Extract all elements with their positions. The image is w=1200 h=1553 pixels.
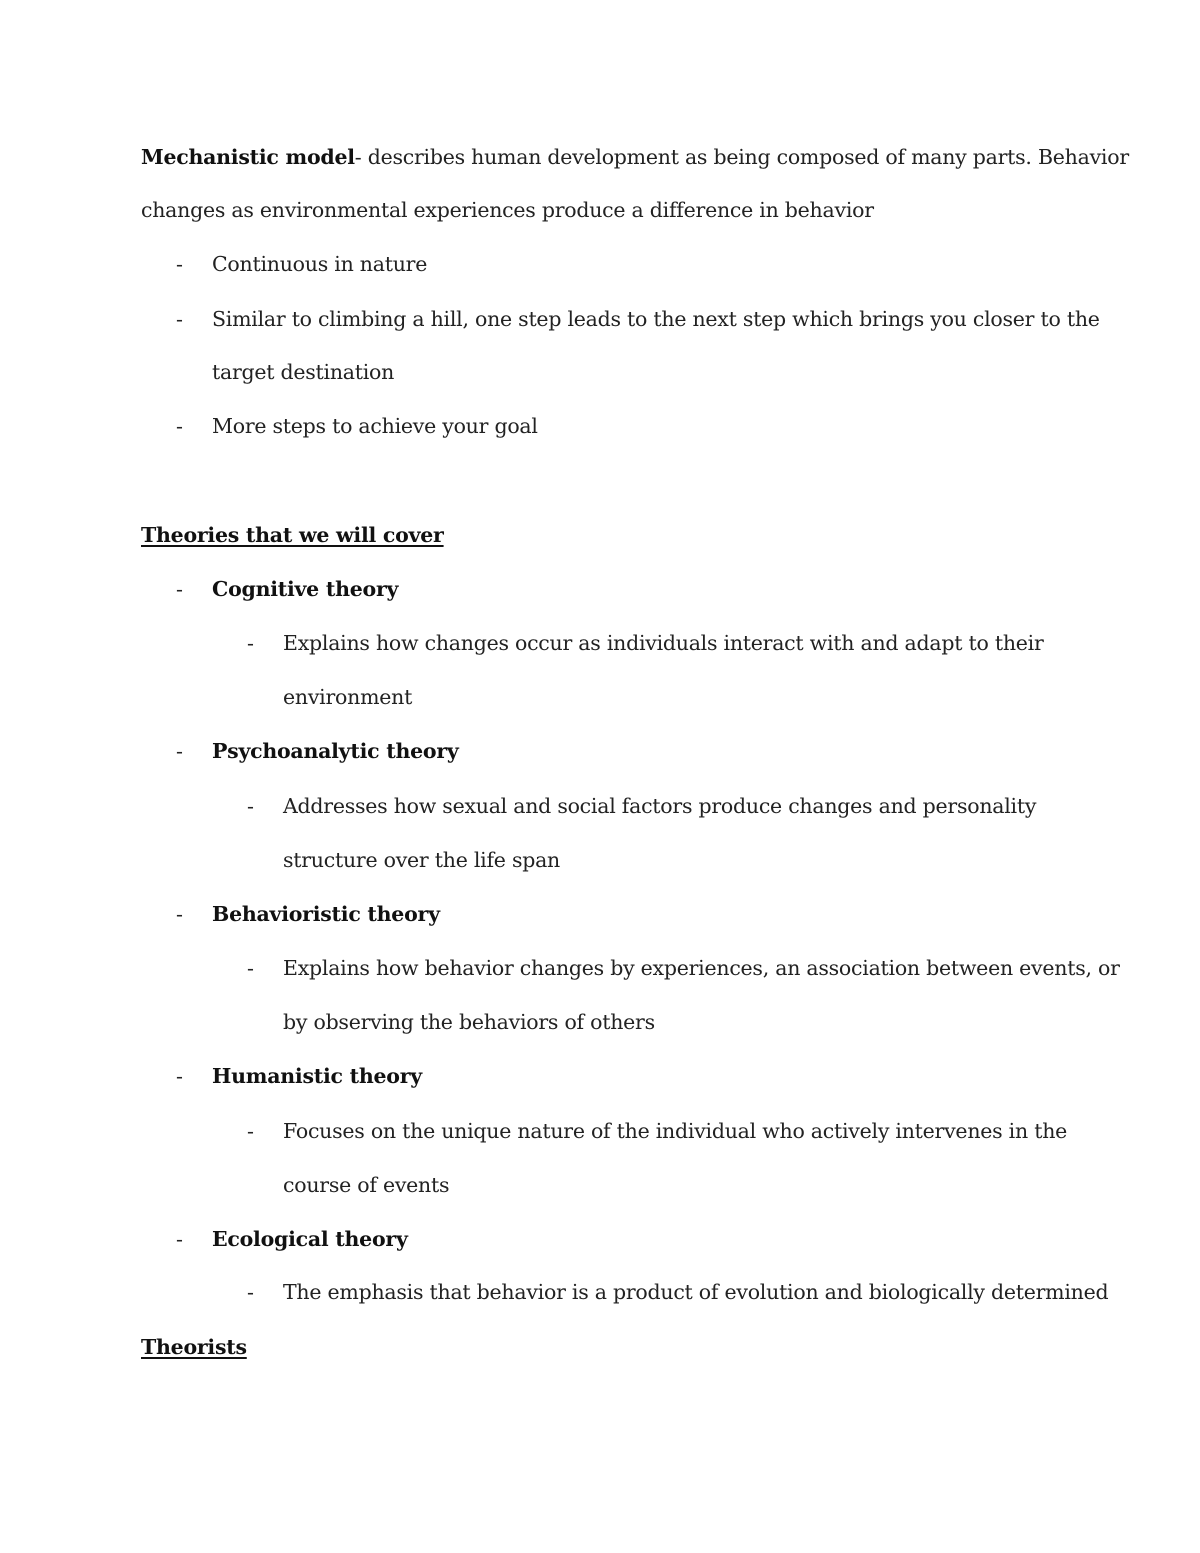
mechanistic-paragraph-line-2: changes as environmental experiences produce a difference in behavior	[141, 198, 874, 222]
theory-description: Explains how behavior changes by experiences, an association between events, or	[283, 956, 1120, 980]
theory-description-continued: environment	[283, 685, 413, 709]
bullet-dash: -	[176, 307, 183, 331]
theory-description-continued: structure over the life span	[283, 848, 561, 872]
sub-bullet-dash: -	[247, 794, 254, 818]
theory-name-psychoanalytic: Psychoanalytic theory	[212, 739, 459, 763]
bullet-dash: -	[176, 414, 183, 438]
theory-name-behavioristic: Behavioristic theory	[212, 902, 440, 926]
theories-heading: Theories that we will cover	[141, 523, 444, 547]
mechanistic-point: Continuous in nature	[212, 252, 428, 276]
mechanistic-paragraph-line-1	[141, 144, 1129, 170]
theory-description-continued: by observing the behaviors of others	[283, 1010, 655, 1034]
theorists-heading: Theorists	[141, 1335, 247, 1359]
theory-description: Addresses how sexual and social factors produce changes and personality	[283, 794, 1037, 818]
sub-bullet-dash: -	[247, 1280, 254, 1304]
bullet-dash: -	[176, 1227, 183, 1251]
mechanistic-point-continued: target destination	[212, 360, 395, 384]
sub-bullet-dash: -	[247, 1119, 254, 1143]
theory-name-ecological: Ecological theory	[212, 1227, 408, 1251]
bullet-dash: -	[176, 252, 183, 276]
bullet-dash: -	[176, 902, 183, 926]
bullet-dash: -	[176, 1064, 183, 1088]
bullet-dash: -	[176, 577, 183, 601]
theory-description: The emphasis that behavior is a product of evolution and biologically determined	[283, 1280, 1109, 1304]
theory-name-cognitive: Cognitive theory	[212, 577, 399, 601]
theory-description: Focuses on the unique nature of the individual who actively intervenes in the	[283, 1119, 1068, 1143]
mechanistic-definition-part-1: - describes human development as being composed of many parts. Behavior	[354, 145, 1129, 169]
sub-bullet-dash: -	[247, 631, 254, 655]
bullet-dash: -	[176, 739, 183, 763]
theory-description: Explains how changes occur as individuals interact with and adapt to their	[283, 631, 1044, 655]
mechanistic-point: More steps to achieve your goal	[212, 414, 538, 438]
theory-description-continued: course of events	[283, 1173, 450, 1197]
mechanistic-point: Similar to climbing a hill, one step leads to the next step which brings you closer to the	[212, 307, 1100, 331]
theory-name-humanistic: Humanistic theory	[212, 1064, 422, 1088]
sub-bullet-dash: -	[247, 956, 254, 980]
mechanistic-model-term: Mechanistic model	[141, 145, 355, 169]
